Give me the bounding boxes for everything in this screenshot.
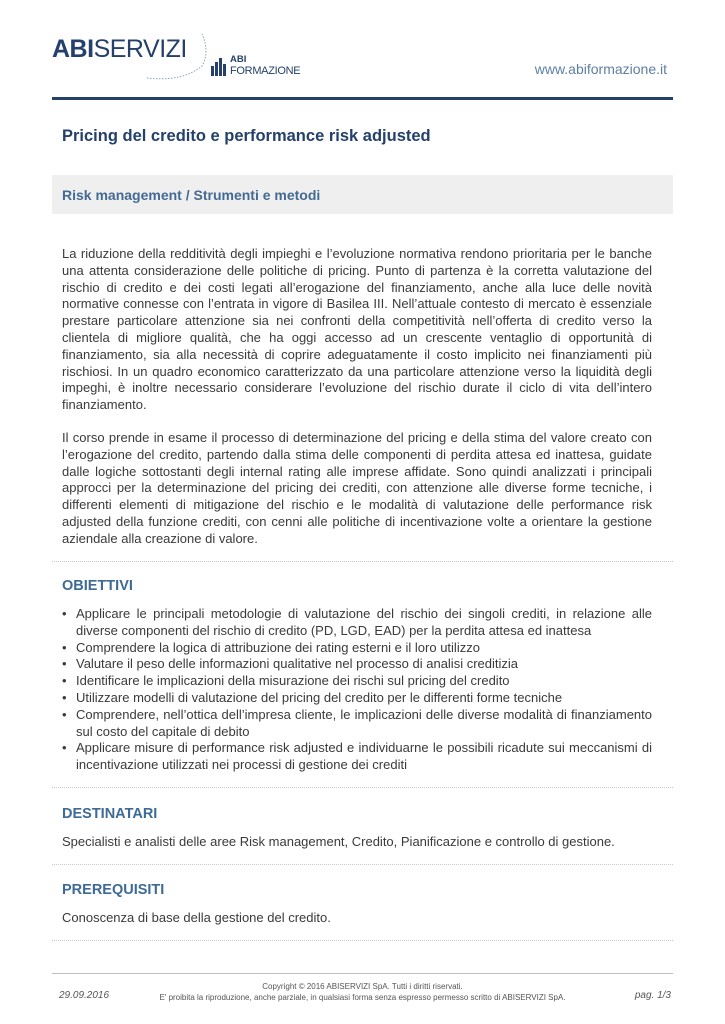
- audience-heading: DESTINATARI: [62, 806, 158, 822]
- bullet-icon: •: [62, 740, 67, 756]
- section-divider: [52, 864, 673, 865]
- building-bars-icon: [210, 54, 228, 80]
- footer-legal: [140, 981, 585, 1003]
- objectives-heading: OBIETTIVI: [62, 578, 133, 594]
- list-item: • Comprendere, nell’ottica dell’impresa cliente, le implicazioni delle diverse modalità di finanziamento sul costo del capitale di debito: [62, 706, 652, 739]
- bullet-icon: •: [62, 706, 67, 722]
- bullet-icon: •: [62, 673, 67, 689]
- list-item: • Comprendere la logica di attribuzione dei rating esterni e il loro utilizzo: [62, 639, 480, 655]
- page-header: [52, 30, 673, 98]
- logo-wordmark: ABISERVIZI: [52, 35, 187, 63]
- logo-sub-bottom: FORMAZIONE: [230, 65, 301, 77]
- abiservizi-logo[interactable]: [52, 30, 312, 86]
- list-item: • Identificare le implicazioni della misurazione dei rischi sul pricing del credito: [62, 673, 510, 689]
- prerequisites-text: Conoscenza di base della gestione del credito.: [62, 910, 331, 925]
- site-url-link[interactable]: www.abiformazione.it: [534, 61, 667, 77]
- course-title: Pricing del credito e performance risk adjusted: [62, 127, 431, 145]
- section-divider: [52, 787, 673, 788]
- list-item: • Applicare le principali metodologie di valutazione del rischio dei singoli crediti, in relazione alle diverse componenti del rischio di credito (PD, LGD, EAD) per la perdita attesa ed inattesa: [62, 606, 652, 638]
- list-item: • Applicare misure di performance risk adjusted e individuarne le possibili ricadute sui meccanismi di incentivazione utilizzati nei processi di gestione dei crediti: [62, 740, 652, 773]
- bullet-icon: •: [62, 656, 67, 672]
- intro-paragraph-1: La riduzione della redditività degli impieghi e l’evoluzione normativa rendono prioritaria per le banche una attenta considerazione delle politiche di pricing. Punto di partenza è la corretta valutazione del rischio di credito e dei costi legati all’erogazione del finanziamento, anche alla luce delle novità normative connesse con l’entrata in vigore di Basilea III. Nell’attuale contesto di mercato è essenziale prestare particolare attenzione sia nei confronti della competitività nell’offerta di credito verso la clientela di migliore qualità, che ha oggi accesso ad un crescente ventaglio di opportunità di finanziamento, sia alla necessità di coprire adeguatamente il costo implicito nei finanziamenti più rischiosi. In un quadro economico caratterizzato da una particolare attenzione verso la liquidità degli impeghi, è inoltre necessario considerare l’evoluzione del rischio durate il ciclo di vita dell’intero finanziamento.: [62, 246, 652, 413]
- bullet-icon: •: [62, 689, 67, 705]
- header-divider: [52, 97, 673, 100]
- footer-divider: [52, 973, 673, 974]
- page-number: pag. 1/3: [634, 990, 671, 1001]
- footer-notice: E' proibita la riproduzione, anche parziale, in qualsiasi forma senza espresso permesso scritto di ABISERVIZI SpA.: [159, 993, 566, 1002]
- bullet-icon: •: [62, 639, 67, 655]
- logo-sub-top: ABI: [230, 54, 247, 65]
- section-divider: [52, 561, 673, 562]
- footer-copyright: Copyright © 2016 ABISERVIZI SpA. Tutti i diritti riservati.: [262, 982, 463, 991]
- bullet-icon: •: [62, 606, 67, 621]
- category-label: Risk management / Strumenti e metodi: [62, 187, 321, 203]
- list-item: • Utilizzare modelli di valutazione del pricing del credito per le differenti forme tecniche: [62, 689, 563, 705]
- category-banner: [52, 175, 673, 214]
- footer-date: 29.09.2016: [59, 990, 110, 1001]
- section-divider: [52, 940, 673, 941]
- abi-formazione-logo: [210, 52, 320, 82]
- prerequisites-heading: PREREQUISITI: [62, 882, 165, 898]
- objectives-list: [62, 606, 652, 774]
- list-item: • Valutare il peso delle informazioni qualitative nel processo di analisi creditizia: [62, 656, 518, 672]
- intro-paragraph-2: Il corso prende in esame il processo di determinazione del pricing e della stima del valore creato con l’erogazione del credito, partendo dalla stima delle componenti di perdita attesa ed inattesa, guidate dalle logiche sottostanti degli internal rating alle imprese affidate. Sono quindi analizzati i principali approcci per la determinazione del pricing dei crediti, con attenzione alle diverse forme tecniche, i differenti elementi di mitigazione del rischio e le modalità di valutazione delle performance risk adjusted della funzione crediti, con cenni alle politiche di incentivazione volte a orientare la gestione aziendale alla creazione di valore.: [62, 430, 652, 546]
- audience-text: Specialisti e analisti delle aree Risk management, Credito, Pianificazione e controllo di gestione.: [62, 834, 615, 849]
